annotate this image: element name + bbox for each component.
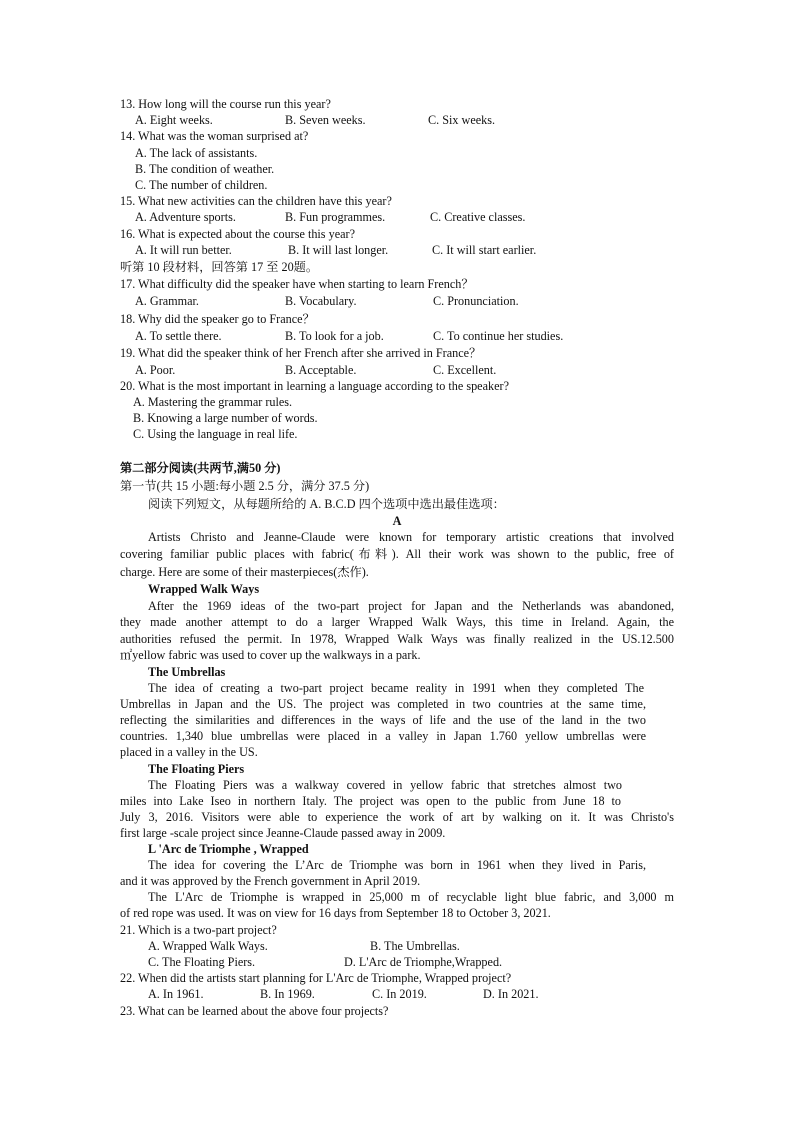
heading-the-floating-piers: The Floating Piers [148,762,245,776]
question-23: 23. What can be learned about the above four projects? [120,1004,389,1018]
heading-the-umbrellas: The Umbrellas [148,665,226,679]
option-b: B. Knowing a large number of words. [133,411,318,425]
question-20: 20. What is the most important in learning a language according to the speaker? [120,379,509,393]
option-c: C. It will start earlier. [432,243,537,257]
option-a: A. Eight weeks. [135,113,213,127]
option-a: A. To settle there. [135,329,222,343]
option-b: B. Acceptable. [285,363,357,377]
intro-line: Artists Christo and Jeanne-Claude were known for temporary artistic creations that involved [148,530,674,544]
option-c: C. Six weeks. [428,113,496,127]
option-b: B. The condition of weather. [135,162,275,176]
option-c: C. Creative classes. [430,210,526,224]
option-b: B. In 1969. [260,987,315,1001]
option-d: D. In 2021. [483,987,539,1001]
option-a: A. Grammar. [135,294,199,308]
heading-wrapped-walk-ways: Wrapped Walk Ways [148,582,260,596]
question-19: 19. What did the speaker think of her French after she arrived in France？ [120,346,482,360]
paragraph-line: of red rope was used. It was on view for 16 days from September 18 to October 3, 2021. [120,906,551,920]
heading-arc-de-triomphe: L 'Arc de Triomphe , Wrapped [148,842,309,856]
option-b: B. Vocabulary. [285,294,357,308]
question-13: 13. How long will the course run this year? [120,97,331,111]
instruction: 阅读下列短文，从每题所给的 A. B.C.D 四个选项中选出最佳选项： [148,497,505,511]
option-c: C. To continue her studies. [433,329,564,343]
part-title: 第二部分阅读(共两节,满50 分) [120,461,281,475]
question-16: 16. What is expected about the course this year? [120,227,355,241]
paragraph-line: Umbrellas in Japan and the US. The project was completed in two countries at the same time, [120,697,646,711]
option-a: A. The lack of assistants. [135,146,258,160]
paragraph-line: authorities refused the permit. In 1978, Wrapped Walk Ways was finally realized in the US.12.500 [120,632,674,646]
section-10-instruction: 听第 10 段材料，回答第 17 至 20题。 [120,260,319,274]
option-c: C. In 2019. [372,987,427,1001]
option-b: B. It will last longer. [288,243,389,257]
option-b: B. Fun programmes. [285,210,386,224]
paragraph-line: The idea of creating a two-part project became reality in 1991 when they completed The [148,681,644,695]
option-a: A. Wrapped Walk Ways. [148,939,268,953]
paragraph-line: miles into Lake Iseo in northern Italy. The project was open to the public from June 18 to [120,794,621,808]
option-b: B. To look for a job. [285,329,384,343]
intro-line: charge. Here are some of their masterpieces(杰作). [120,565,369,579]
option-a: A. It will run better. [135,243,232,257]
question-15: 15. What new activities can the children have this year? [120,194,392,208]
passage-label: A [392,514,402,528]
question-18: 18. Why did the speaker go to France？ [120,312,315,326]
paragraph-line: and it was approved by the French government in April 2019. [120,874,421,888]
paragraph-line: After the 1969 ideas of the two-part project for Japan and the Netherlands was abandoned, [148,599,674,613]
paragraph-line: countries. 1,340 blue umbrellas were placed in a valley in Japan 1.760 yellow umbrellas were [120,729,646,743]
paragraph-line: placed in a valley in the US. [120,745,258,759]
section-title: 第一节(共 15 小题:每小题 2.5 分，满分 37.5 分) [120,479,370,493]
option-c: C. Pronunciation. [433,294,519,308]
paragraph-line: The idea for covering the L’Arc de Triomphe was born in 1961 when they lived in Paris, [148,858,646,872]
option-c: C. The number of children. [135,178,268,192]
option-c: C. Excellent. [433,363,497,377]
question-22: 22. When did the artists start planning for L'Arc de Triomphe, Wrapped project? [120,971,512,985]
question-14: 14. What was the woman surprised at? [120,129,309,143]
option-c: C. Using the language in real life. [133,427,298,441]
option-d: D. L'Arc de Triomphe,Wrapped. [344,955,503,969]
paragraph-line: The Floating Piers was a walkway covered in yellow fabric that stretches almost two [148,778,622,792]
paragraph-line: they made another attempt to do a larger Wrapped Walk Ways, this time in Ireland. Again, the [120,615,674,629]
paragraph-line: ㎡yellow fabric was used to cover up the walkways in a park. [120,648,421,662]
intro-line: covering familiar public places with fabric(布料). All their work was shown to the public, free of [120,547,674,561]
option-c: C. The Floating Piers. [148,955,256,969]
question-17: 17. What difficulty did the speaker have when starting to learn French？ [120,277,474,291]
option-a: A. Poor. [135,363,176,377]
paragraph-line: July 3, 2016. Visitors were able to experience the work of art by walking on it. It was Christo's [120,810,674,824]
option-a: A. Adventure sports. [135,210,236,224]
option-b: B. Seven weeks. [285,113,366,127]
paragraph-line: first large -scale project since Jeanne-Claude passed away in 2009. [120,826,446,840]
paragraph-line: The L'Arc de Triomphe is wrapped in 25,000 m of recyclable light blue fabric, and 3,000 m [148,890,674,904]
question-21: 21. Which is a two-part project? [120,923,277,937]
paragraph-line: reflecting the similarities and differences in the ways of life and the use of the land in the two [120,713,646,727]
option-b: B. The Umbrellas. [370,939,460,953]
option-a: A. In 1961. [148,987,204,1001]
option-a: A. Mastering the grammar rules. [133,395,293,409]
